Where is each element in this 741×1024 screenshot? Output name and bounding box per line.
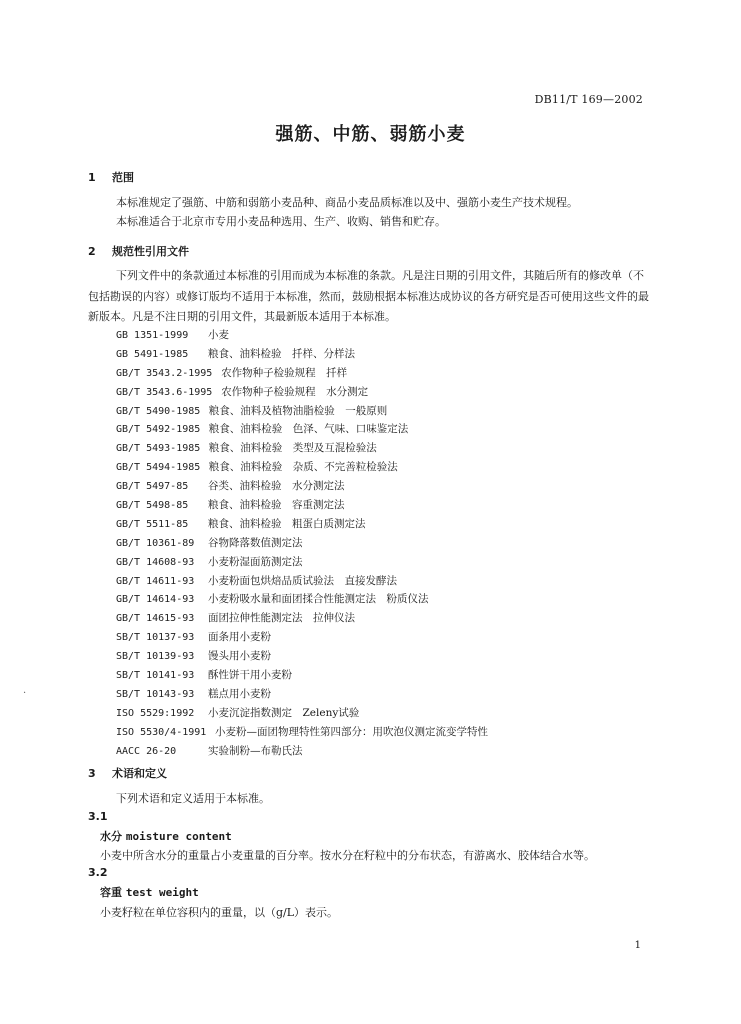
reference-code: GB/T 14611-93 (116, 575, 195, 587)
reference-title: 农作物种子检验规程 水分测定 (221, 385, 369, 398)
reference-title: 实验制粉—布勒氏法 (208, 744, 303, 757)
term-number: 3.2 (88, 866, 108, 879)
reference-title: 小麦 (208, 329, 229, 341)
reference-item (116, 496, 656, 515)
reference-title: 农作物种子检验规程 扦样 (221, 366, 348, 379)
reference-code: GB/T 5498-85 (116, 500, 189, 512)
scope-paragraph-2: 本标准适合于北京市专用小麦品种选用、生产、收购、销售和贮存。 (116, 215, 446, 228)
reference-item (116, 742, 656, 761)
reference-code: ISO 5529:1992 (116, 707, 195, 719)
section-title: 规范性引用文件 (112, 245, 189, 258)
reference-title: 谷物降落数值测定法 (208, 536, 303, 549)
reference-item (116, 458, 656, 477)
reference-title: 小麦粉湿面筋测定法 (208, 555, 303, 568)
reference-code: GB/T 5494-1985 (116, 462, 201, 474)
references-intro: 下列文件中的条款通过本标准的引用而成为本标准的条款。凡是注日期的引用文件，其随后所有的修改单（不包括勘误的内容）或修订版均不适用于本标准，然而，鼓励根据本标准达成协议的各方研究是否可使用这些文件的最新版本。凡是不注日期的引用文件，其最新版本适用于本标准。 (88, 269, 649, 323)
reference-item (116, 572, 656, 591)
reference-title: 粮食、油料检验 色泽、气味、口味鉴定法 (208, 423, 409, 436)
term-name (100, 884, 199, 900)
reference-title: 馒头用小麦粉 (208, 650, 271, 663)
scope-paragraph-1: 本标准规定了强筋、中筋和弱筋小麦品种、商品小麦品质标准以及中、强筋小麦生产技术规程。 (116, 196, 578, 209)
reference-code: SB/T 10137-93 (116, 632, 195, 644)
reference-code: GB/T 10361-89 (116, 537, 195, 549)
page-number: 1 (634, 940, 641, 951)
section-number: 2 (88, 245, 96, 258)
reference-code: GB/T 14614-93 (116, 594, 195, 606)
reference-item (116, 609, 656, 628)
reference-title: 粮食、油料检验 粗蛋白质测定法 (208, 517, 366, 530)
reference-item (116, 685, 656, 704)
reference-item (116, 477, 656, 496)
reference-code: GB/T 3543.6-1995 (116, 386, 213, 398)
reference-code: GB 1351-1999 (116, 330, 189, 341)
reference-title: 粮食、油料检验 容重测定法 (208, 499, 345, 512)
reference-item (116, 666, 656, 685)
reference-item (116, 515, 656, 534)
reference-code: GB 5491-1985 (116, 348, 189, 360)
reference-item (116, 326, 656, 345)
reference-item (116, 439, 656, 458)
reference-code: AACC 26-20 (116, 745, 177, 757)
reference-title: 小麦粉—面团物理特性第四部分：用吹泡仪测定流变学特性 (215, 725, 488, 738)
reference-title: 面条用小麦粉 (208, 631, 271, 644)
reference-title: 粮食、油料检验 杂质、不完善粒检验法 (208, 461, 398, 474)
reference-code: GB/T 3543.2-1995 (116, 367, 213, 379)
reference-item (116, 553, 656, 572)
reference-title: 酥性饼干用小麦粉 (208, 669, 292, 682)
section-number: 1 (88, 171, 96, 184)
reference-code: ISO 5530/4-1991 (116, 726, 207, 738)
document-title: 强筋、中筋、弱筋小麦 (275, 124, 466, 145)
reference-title: 小麦粉吸水量和面团揉合性能测定法 粉质仪法 (208, 593, 429, 606)
reference-code: GB/T 14615-93 (116, 613, 195, 625)
reference-item (116, 383, 656, 402)
reference-code: GB/T 5492-1985 (116, 424, 201, 436)
reference-title: 小麦粉面包烘焙品质试验法 直接发酵法 (208, 574, 397, 587)
section-3-heading (88, 765, 167, 781)
reference-item (116, 420, 656, 439)
reference-item (116, 402, 656, 421)
reference-item (116, 628, 656, 647)
term-definition: 小麦籽粒在单位容积内的重量，以（g/L）表示。 (100, 906, 339, 919)
reference-code: GB/T 14608-93 (116, 556, 195, 568)
reference-item (116, 723, 656, 742)
section-2-heading (88, 243, 189, 259)
reference-title: 面团拉伸性能测定法 拉伸仪法 (208, 612, 355, 625)
reference-item (116, 647, 656, 666)
section-number: 3 (88, 767, 96, 780)
reference-code: GB/T 5511-85 (116, 518, 189, 530)
reference-code: SB/T 10141-93 (116, 670, 195, 682)
section-title: 术语和定义 (112, 767, 167, 780)
reference-code: GB/T 5493-1985 (116, 443, 201, 455)
reference-item (116, 345, 656, 364)
references-list (116, 326, 656, 760)
terms-intro: 下列术语和定义适用于本标准。 (116, 792, 270, 805)
reference-item (116, 534, 656, 553)
reference-title: 粮食、油料检验 扦样、分样法 (208, 347, 355, 360)
reference-item (116, 704, 656, 723)
term-name-en: moisture content (125, 830, 232, 843)
term-name-cn: 水分 (100, 830, 122, 843)
reference-title: 小麦沉淀指数测定 Zeleny试验 (208, 706, 360, 719)
term-name-en: test weight (125, 886, 199, 899)
term-number: 3.1 (88, 810, 108, 823)
section-title: 范围 (112, 171, 134, 184)
reference-title: 粮食、油料及植物油脂检验 一般原则 (208, 404, 388, 417)
reference-title: 糕点用小麦粉 (208, 687, 271, 700)
term-name (100, 828, 232, 844)
reference-code: GB/T 5497-85 (116, 481, 189, 493)
reference-code: GB/T 5490-1985 (116, 405, 201, 417)
margin-mark: · (23, 688, 27, 699)
term-name-cn: 容重 (100, 886, 122, 899)
reference-item (116, 590, 656, 609)
reference-code: SB/T 10143-93 (116, 688, 195, 700)
standard-number: DB11/T 169—2002 (534, 93, 643, 106)
section-1-heading (88, 169, 134, 185)
reference-item (116, 364, 656, 383)
reference-title: 谷类、油料检验 水分测定法 (208, 480, 345, 493)
reference-code: SB/T 10139-93 (116, 651, 195, 663)
term-definition: 小麦中所含水分的重量占小麦重量的百分率。按水分在籽粒中的分布状态，有游离水、胶体结合水等。 (100, 849, 595, 862)
reference-title: 粮食、油料检验 类型及互混检验法 (208, 442, 377, 455)
